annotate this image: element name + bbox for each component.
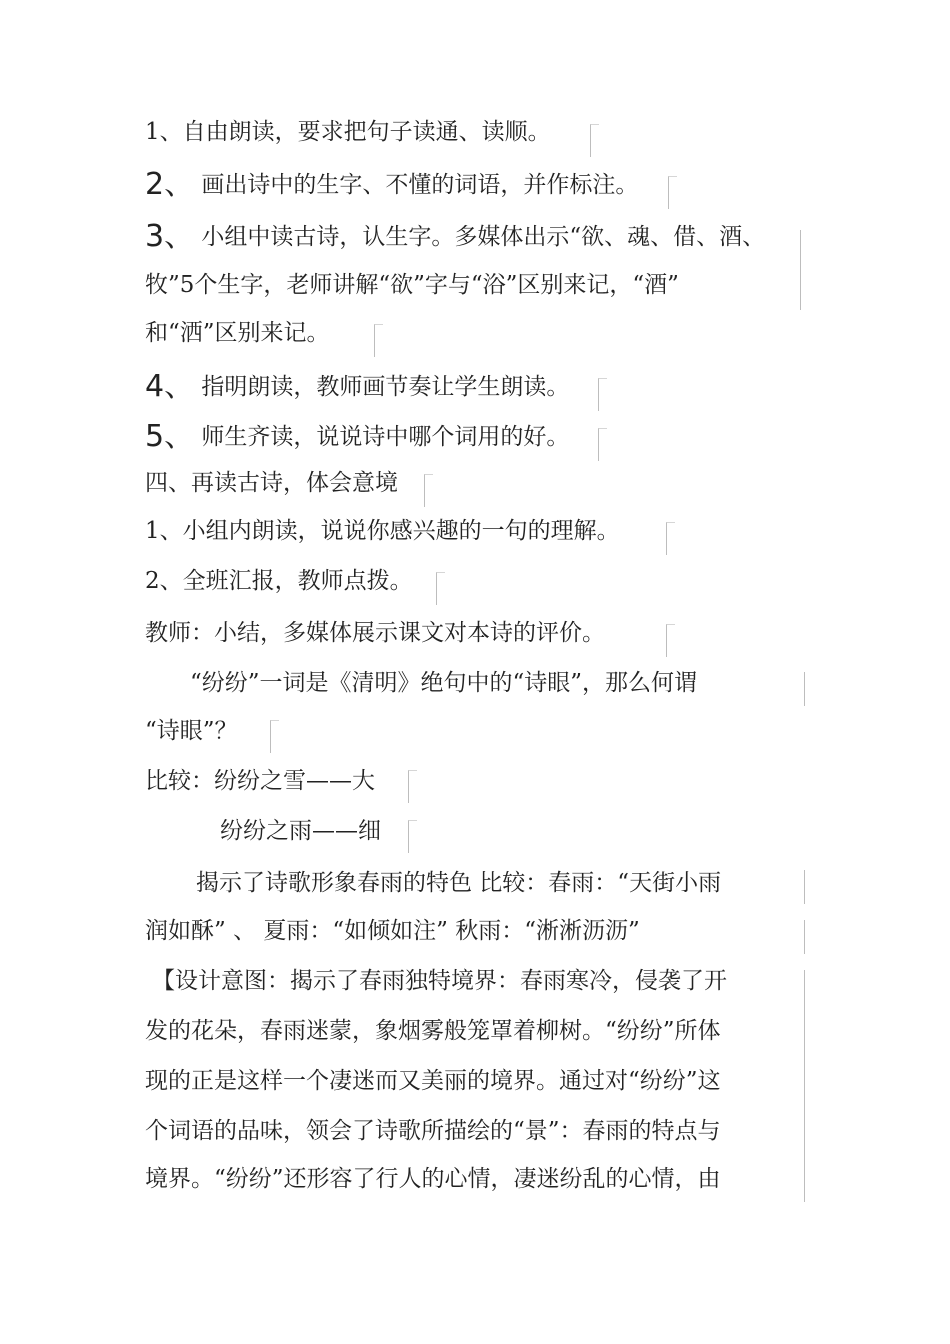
comparison-rain: 纷纷之雨——细: [220, 818, 381, 844]
step-4-rhythm-reading: 4、 指明朗读，教师画节奏让学生朗读。: [145, 369, 570, 404]
text-line: 牧”5个生字，老师讲解“欲”字与“浴”区别来记，“酒”: [145, 272, 679, 298]
margin-mark: [408, 820, 417, 853]
text-line: “诗眼”？: [145, 718, 238, 744]
step-1-free-reading: 1、自由朗读，要求把句子读通、读顺。: [145, 119, 551, 145]
margin-mark: [424, 474, 433, 507]
margin-mark: [804, 920, 805, 954]
step-3-group-reading: 3、 小组中读古诗，认生字。多媒体出示“欲、魂、借、酒、: [145, 219, 766, 254]
margin-mark: [666, 522, 675, 555]
design-intent-text: 【设计意图：揭示了春雨独特境界：春雨寒冷，侵袭了开: [152, 968, 727, 994]
step-5-reading-together: 5、 师生齐读，说说诗中哪个词用的好。: [145, 419, 570, 454]
margin-mark: [804, 672, 805, 706]
margin-mark: [408, 770, 417, 803]
margin-mark: [590, 124, 599, 157]
design-intent-text: 发的花朵，春雨迷蒙，象烟雾般笼罩着柳树。“纷纷”所体: [145, 1018, 721, 1044]
margin-mark: [668, 176, 677, 209]
step-2-mark-words: 2、 画出诗中的生字、不懂的词语，并作标注。: [145, 167, 639, 202]
text-line: 2、全班汇报，教师点拨。: [145, 568, 413, 594]
margin-mark: [800, 230, 801, 310]
text-line: 润如酥” 、 夏雨：“如倾如注” 秋雨：“淅淅沥沥”: [145, 918, 640, 944]
design-intent-text: 个词语的品味，领会了诗歌所描绘的“景”：春雨的特点与: [145, 1118, 721, 1144]
text-line: 教师：小结，多媒体展示课文对本诗的评价。: [145, 620, 605, 646]
margin-mark: [666, 624, 675, 657]
margin-mark: [598, 428, 607, 461]
text-line: 1、小组内朗读，说说你感兴趣的一句的理解。: [145, 518, 620, 544]
section-heading: 四、再读古诗，体会意境: [145, 470, 398, 496]
margin-mark: [804, 970, 805, 1202]
design-intent-text: 现的正是这样一个凄迷而又美丽的境界。通过对“纷纷”这: [145, 1068, 721, 1094]
margin-mark: [436, 572, 445, 605]
design-intent-text: 境界。“纷纷”还形容了行人的心情，凄迷纷乱的心情，由: [145, 1166, 721, 1192]
text-line: “纷纷”一词是《清明》绝句中的“诗眼”，那么何谓: [190, 670, 698, 696]
margin-mark: [804, 870, 805, 904]
margin-mark: [598, 378, 607, 411]
text-line: 和“洒”区别来记。: [145, 320, 330, 346]
margin-mark: [374, 324, 383, 357]
comparison-snow: 比较：纷纷之雪——大: [145, 768, 375, 794]
text-line: 揭示了诗歌形象春雨的特色 比较：春雨：“天街小雨: [196, 870, 722, 896]
margin-mark: [270, 720, 279, 753]
